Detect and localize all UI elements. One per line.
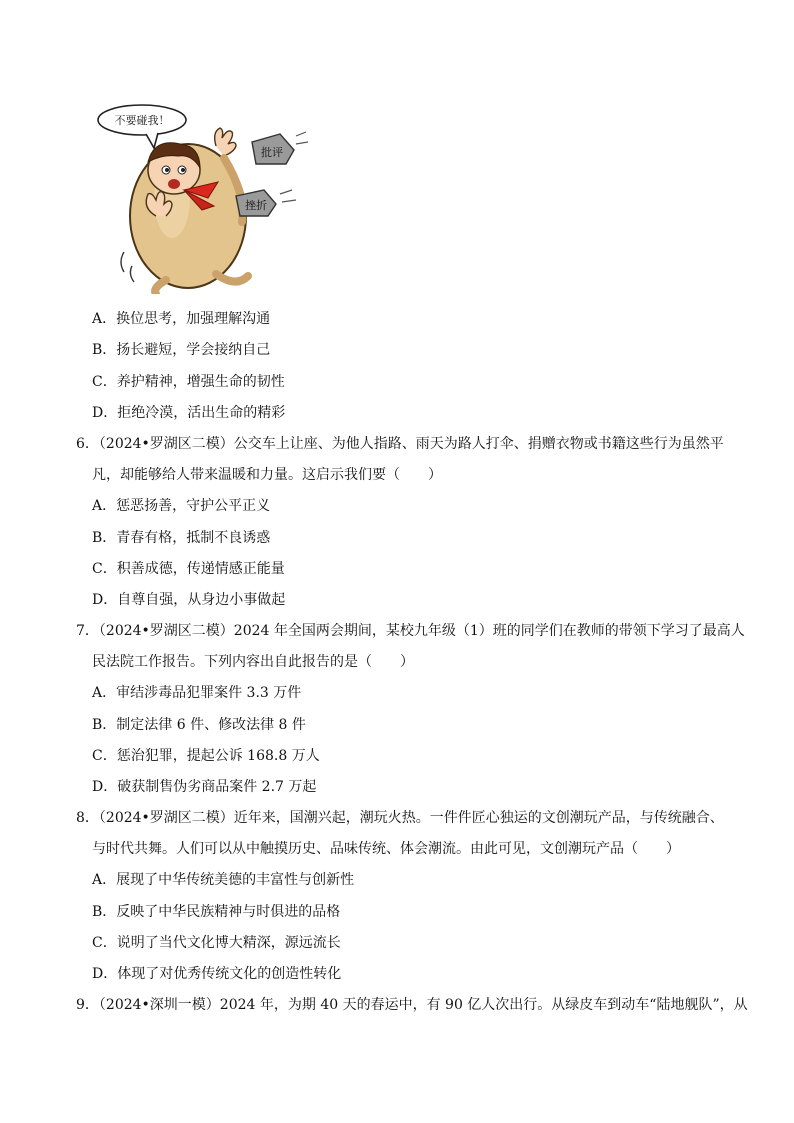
q8-option-b: B．反映了中华民族精神与时俱进的品格 [92,904,341,920]
q6-option-b: B．青春有格，抵制不良诱惑 [92,530,271,546]
left-leg [155,280,166,294]
q5-option-c: C．养护精神，增强生命的韧性 [92,374,285,390]
q7-stem-line2: 民法院工作报告。下列内容出自此报告的是（ ） [92,654,414,670]
q9-stem-line1: 9．（2024•深圳一模）2024 年，为期 40 天的春运中，有 90 亿人次出行。从绿皮车到动车“陆地舰队”，从 [76,997,748,1013]
rock-criticism [252,132,308,164]
egg-child-illustration [96,98,308,294]
q6-option-a: A．惩恶扬善，守护公平正义 [92,498,271,514]
q8-stem-line1: 8．（2024•罗湖区二模）近年来，国潮兴起，潮玩火热。一件件匠心独运的文创潮玩产品，与传统融合、 [76,810,724,826]
q7-option-a: A．审结涉毒品犯罪案件 3.3 万件 [92,685,302,701]
q7-stem-line1: 7．（2024•罗湖区二模）2024 年全国两会期间，某校九年级（1）班的同学们在教师的带领下学习了最高人 [76,623,745,639]
rock-setback-label: 挫折 [245,199,267,212]
rock-criticism-label: 批评 [261,146,283,159]
q6-option-c: C．积善成德，传递情感正能量 [92,561,285,577]
right-leg [216,274,248,282]
speech-bubble [98,105,186,148]
q8-option-d: D．体现了对优秀传统文化的创造性转化 [92,966,342,982]
q5-option-a: A．换位思考，加强理解沟通 [92,311,271,327]
q5-option-b: B．扬长避短，学会接纳自己 [92,342,271,358]
q7-option-b: B．制定法律 6 件、修改法律 8 件 [92,717,306,733]
right-hand [215,128,236,156]
q6-stem-line2: 凡，却能够给人带来温暖和力量。这启示我们要（ ） [92,467,442,483]
q7-option-d: D．破获制售伪劣商品案件 2.7 万起 [92,779,317,795]
q7-option-c: C．惩治犯罪，提起公诉 168.8 万人 [92,748,320,764]
q5-option-d: D．拒绝冷漠，活出生命的精彩 [92,405,286,421]
speech-text: 不要碰我！ [114,114,170,127]
rock-setback [236,190,296,216]
q8-option-a: A．展现了中华传统美德的丰富性与创新性 [92,872,355,888]
q8-stem-line2: 与时代共舞。人们可以从中触摸历史、品味传统、体会潮流。由此可见，文创潮玩产品（ ） [92,841,680,857]
q6-stem-line1: 6．（2024•罗湖区二模）公交车上让座、为他人指路、雨天为路人打伞、捐赠衣物或书籍这些行为虽然平 [76,436,724,452]
q6-option-d: D．自尊自强，从身边小事做起 [92,592,286,608]
q8-option-c: C．说明了当代文化博大精深，源远流长 [92,935,341,951]
